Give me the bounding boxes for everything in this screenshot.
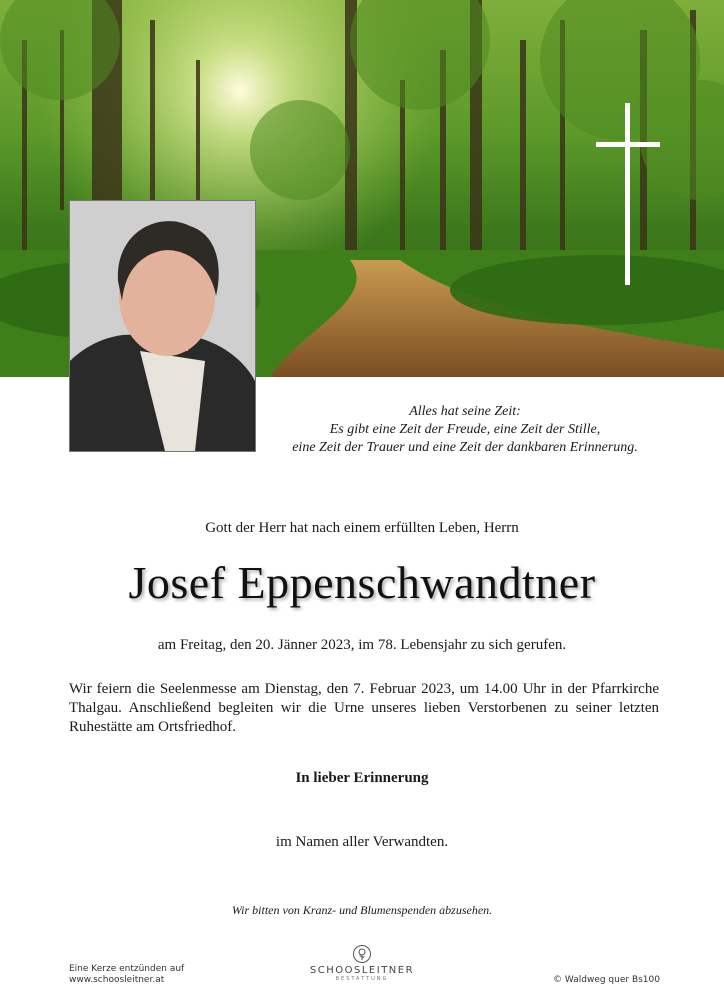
logo-subtitle: BESTATTUNG — [335, 976, 389, 982]
death-date-text: am Freitag, den 20. Jänner 2023, im 78. Lebensjahr zu sich gerufen. — [157, 637, 567, 653]
funeral-mass-text: Wir feiern die Seelenmesse am Dienstag, den 7. Februar 2023, um 14.00 Uhr in der Pfarrkirche Thalgau. Anschließend begleiten wir die Urne unseres lieben Verstorbenen zu seiner letzten Ruhestätte am Ortsfriedhof. — [69, 681, 659, 735]
logo-name: SCHOOSLEITNER — [309, 965, 415, 976]
cross-icon — [596, 103, 660, 285]
quote-line-2: Es gibt eine Zeit der Freude, eine Zeit der Stille, — [329, 422, 601, 437]
quote-line-1: Alles hat seine Zeit: — [409, 404, 521, 419]
memory-heading: In lieber Erinnerung — [295, 770, 429, 786]
quote-line-3: eine Zeit der Trauer und eine Zeit der dankbaren Erinnerung. — [292, 440, 638, 455]
image-credit: © Waldweg quer Bs100 — [553, 975, 660, 985]
quote — [260, 403, 670, 457]
candle-line-1: Eine Kerze entzünden auf — [69, 964, 185, 974]
relatives-text: im Namen aller Verwandten. — [275, 834, 449, 850]
portrait-photo — [69, 200, 256, 452]
rose-icon — [352, 944, 372, 964]
candle-link[interactable]: www.schoosleitner.at — [69, 975, 165, 985]
deceased-name: Josef Eppenschwandtner — [128, 557, 596, 608]
intro-text: Gott der Herr hat nach einem erfüllten Leben, Herrn — [205, 520, 519, 536]
flower-donation-note: Wir bitten von Kranz- und Blumenspenden abzusehen. — [231, 903, 493, 917]
